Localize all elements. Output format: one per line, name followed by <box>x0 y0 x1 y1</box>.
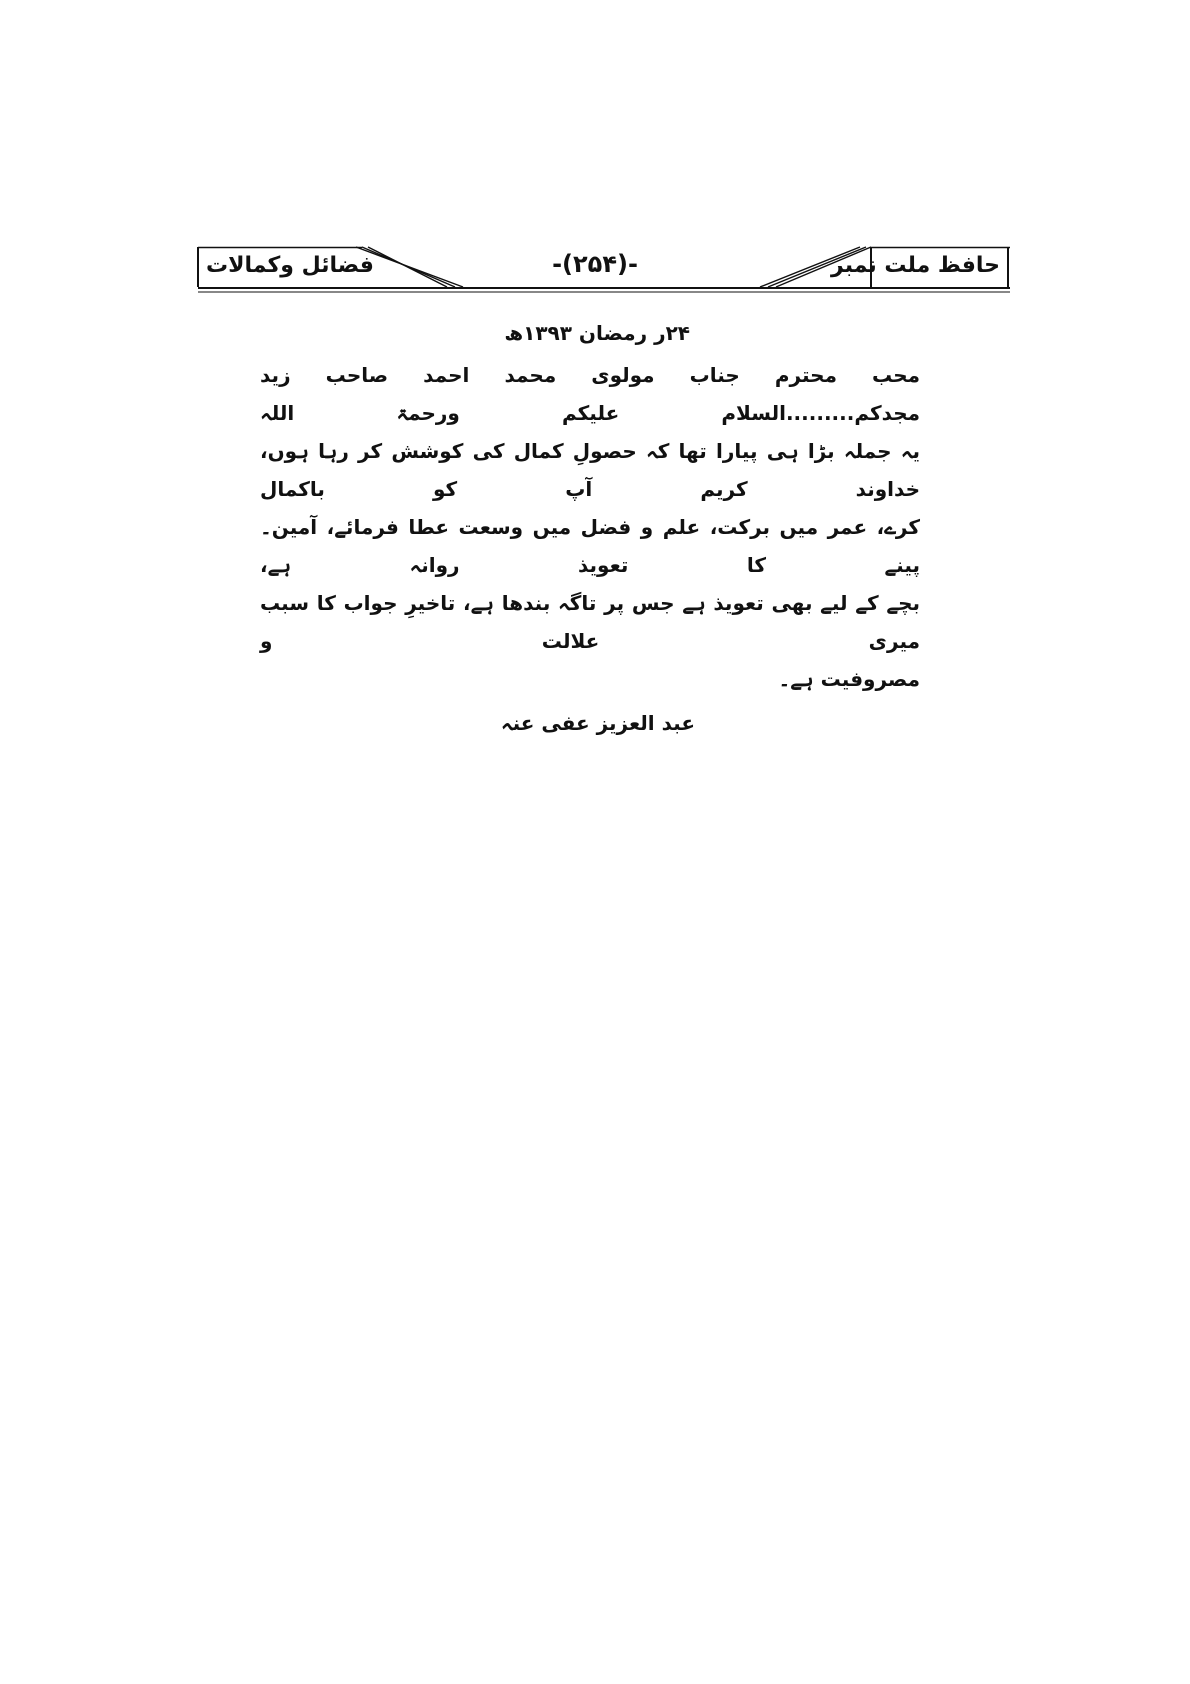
letter-date: ۲۴ر رمضان ۱۳۹۳ھ <box>504 321 690 345</box>
letter-body <box>260 318 920 740</box>
letter-signature: عبد العزیز عفی عنہ <box>500 711 695 735</box>
letter-salutation: محب محترم جناب مولوی محمد احمد صاحب زید مجدکم.........السلام علیکم ورحمۃ اللہ <box>260 363 920 425</box>
running-header <box>0 0 1190 310</box>
letter-line: کرے، عمر میں برکت، علم و فضل میں وسعت عطا فرمائے، آمین۔ پینے کا تعویذ روانہ ہے، <box>260 515 920 577</box>
header-title: حافظ ملت نمبر <box>831 253 1000 278</box>
header-chapter: فضائل وکمالات <box>206 253 374 278</box>
letter-paragraph <box>260 432 920 698</box>
letter-line: بچے کے لیے بھی تعویذ ہے جس پر تاگہ بندھا ہے، تاخیرِ جواب کا سبب میری علالت و <box>260 591 920 653</box>
page-number: -(۲۵۴)- <box>552 250 638 278</box>
letter-line: یہ جملہ بڑا ہی پیارا تھا کہ حصولِ کمال کی کوشش کر رہا ہوں، خداوند کریم آپ کو باکمال <box>260 439 920 501</box>
letter-line: مصروفیت ہے۔ <box>778 667 920 691</box>
